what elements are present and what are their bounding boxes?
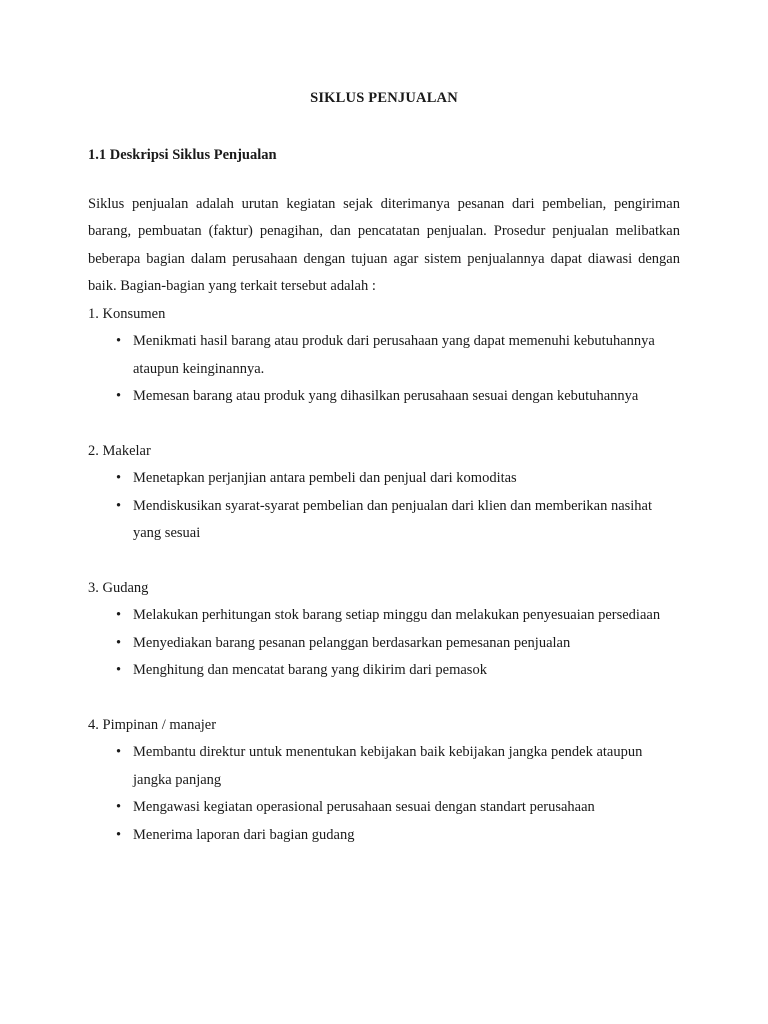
numbered-section-heading: 3. Gudang — [88, 579, 149, 596]
bullet-icon: • — [116, 799, 122, 816]
list-item — [88, 630, 680, 658]
bullet-icon: • — [116, 744, 122, 761]
bullet-icon: • — [116, 634, 122, 651]
numbered-section-3 — [88, 575, 680, 685]
list-item-text: Menikmati hasil barang atau produk dari perusahaan yang dapat memenuhi kebutuhannya ataupun keinginannya. — [133, 333, 655, 377]
numbered-section-heading: 4. Pimpinan / manajer — [88, 716, 217, 733]
bullet-icon: • — [116, 607, 122, 624]
bullet-icon: • — [116, 388, 122, 405]
list-item — [88, 328, 680, 383]
bullet-icon: • — [116, 826, 122, 843]
bullet-icon: • — [116, 470, 122, 487]
bullet-list — [88, 328, 680, 411]
bullet-icon: • — [116, 662, 122, 679]
numbered-section-heading: 1. Konsumen — [88, 305, 166, 322]
list-item — [88, 822, 680, 850]
page-body — [88, 0, 680, 849]
list-item-text: Melakukan perhitungan stok barang setiap minggu dan melakukan penyesuaian persediaan — [133, 607, 661, 624]
bullet-icon: • — [116, 333, 122, 350]
numbered-section-1 — [88, 301, 680, 411]
bullet-list — [88, 602, 680, 685]
bullet-icon: • — [116, 497, 122, 514]
list-item — [88, 465, 680, 493]
list-item — [88, 602, 680, 630]
list-item — [88, 794, 680, 822]
numbered-section-4 — [88, 712, 680, 850]
list-item-text: Menyediakan barang pesanan pelanggan berdasarkan pemesanan penjualan — [133, 634, 571, 651]
list-item — [88, 657, 680, 685]
bullet-list — [88, 465, 680, 548]
list-item-text: Memesan barang atau produk yang dihasilkan perusahaan sesuai dengan kebutuhannya — [133, 388, 639, 405]
document-title: SIKLUS PENJUALAN — [310, 90, 458, 106]
intro-paragraph: Siklus penjualan adalah urutan kegiatan sejak diterimanya pesanan dari pembelian, pengiriman barang, pembuatan (faktur) penagihan, dan pencatatan penjualan. Prosedur penjualan melibatkan beberapa bagian dalam perusahaan dengan tujuan agar sistem penjualannya dapat diawasi dengan baik. Bagian-bagian yang terkait tersebut adalah : — [88, 195, 680, 295]
list-item-text: Mengawasi kegiatan operasional perusahaan sesuai dengan standart perusahaan — [133, 799, 595, 816]
list-item-text: Menetapkan perjanjian antara pembeli dan penjual dari komoditas — [133, 470, 517, 487]
list-item — [88, 383, 680, 411]
numbered-section-heading: 2. Makelar — [88, 442, 151, 459]
list-item — [88, 739, 680, 794]
numbered-section-2 — [88, 438, 680, 548]
list-item — [88, 493, 680, 548]
list-item-text: Membantu direktur untuk menentukan kebijakan baik kebijakan jangka pendek ataupun jangka panjang — [133, 744, 643, 788]
list-item-text: Menerima laporan dari bagian gudang — [133, 826, 355, 843]
bullet-list — [88, 739, 680, 849]
list-item-text: Mendiskusikan syarat-syarat pembelian dan penjualan dari klien dan memberikan nasihat yang sesuai — [133, 497, 653, 542]
section-heading-1-1: 1.1 Deskripsi Siklus Penjualan — [88, 147, 277, 164]
list-item-text: Menghitung dan mencatat barang yang dikirim dari pemasok — [133, 662, 487, 679]
